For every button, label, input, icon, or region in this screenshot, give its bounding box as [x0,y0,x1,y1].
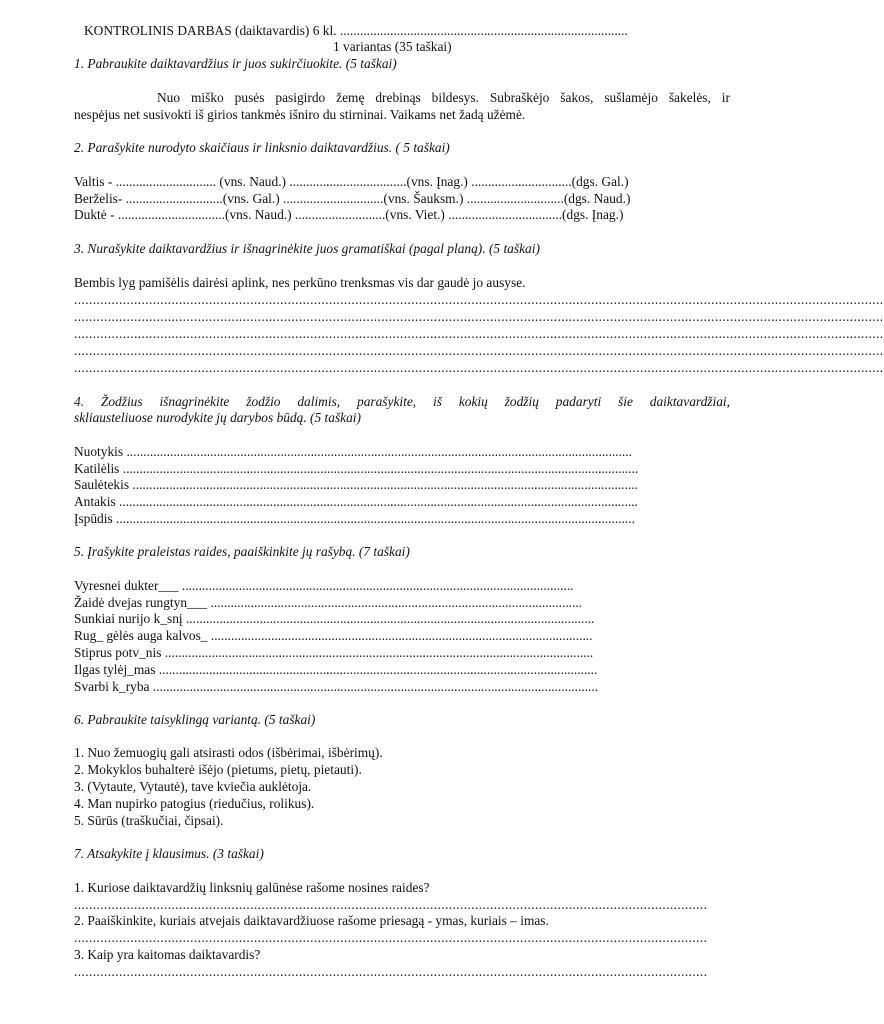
task4-item-sauletekis[interactable]: Saulėtekis ....................................................................................................................................................... [74,477,638,492]
task7-question-3: 3. Kaip yra kaitomas daiktavardis? [74,947,261,962]
task5-item[interactable]: Rug_ gėlės auga kalvos_ .................................................................................................................. [74,628,593,643]
task3-sentence: Bembis lyg pamišėlis dairėsi aplink, nes perkūno trenksmas vis dar gaudė jo ausyse. [74,275,526,290]
task5-item[interactable]: Sunkiai nurijo k_snį .......................................................................................................................... [74,611,595,626]
task1-heading: 1. Pabraukite daiktavardžius ir juos sukirčiuokite. (5 taškai) [74,56,397,71]
task6-option[interactable]: 2. Mokyklos buhalterė išėjo (pietums, pietų, pietauti). [74,762,362,777]
task3-answer-line[interactable]: ........................................................................................................................................................................................................................ [74,309,884,324]
task6-option[interactable]: 5. Sūrūs (traškučiai, čipsai). [74,813,224,828]
task3-answer-line[interactable]: ........................................................................................................................................................................................................................ [74,360,884,375]
task2-heading: 2. Parašykite nurodyto skaičiaus ir linksnio daiktavardžius. ( 5 taškai) [74,140,450,155]
task3-heading: 3. Nurašykite daiktavardžius ir išnagrinėkite juos gramatiškai (pagal planą). (5 taškai) [74,241,540,256]
task7-heading: 7. Atsakykite į klausimus. (3 taškai) [74,846,264,861]
task4-item-antakis[interactable]: Antakis ........................................................................................................................................................... [74,494,638,509]
task3-answer-line[interactable]: ........................................................................................................................................................................................................................ [74,326,884,341]
task4-heading-line1: 4. Žodžius išnagrinėkite žodžio dalimis, parašykite, iš kokių žodžių padaryti šie daiktavardžiai, [74,394,730,409]
task1-text-line2: nespėjus net susivokti iš girios tankmės išniro du stirninai. Vaikams net žadą užėmė. [74,107,526,122]
task7-answer-line-3[interactable]: ......................................................................................................................................................................... [74,964,708,979]
task4-item-nuotykis[interactable]: Nuotykis ....................................................................................................................................................... [74,444,632,459]
task7-question-2: 2. Paaiškinkite, kuriais atvejais daiktavardžiuose rašome priesagą - ymas, kuriais – imas. [74,913,549,928]
task3-answer-line[interactable]: ........................................................................................................................................................................................................................ [74,292,884,307]
task2-row-valtis[interactable]: Valtis - .............................. (vns. Naud.) ...................................(vns. Įnag.) ..............................(dgs. Gal.) [74,174,629,189]
task5-item[interactable]: Vyresnei dukter___ ..................................................................................................................... [74,578,574,593]
task5-item[interactable]: Svarbi k_ryba ..................................................................................................................................... [74,679,599,694]
task2-row-dukte[interactable]: Duktė - ................................(vns. Naud.) ...........................(vns. Viet.) ..................................(dgs. Įnag.) [74,207,624,222]
task4-item-katilelis[interactable]: Katilėlis .......................................................................................................................................................... [74,461,639,476]
variant-label: 1 variantas (35 taškai) [333,39,452,54]
task3-answer-line[interactable]: ........................................................................................................................................................................................................................ [74,343,884,358]
task7-answer-line-2[interactable]: ......................................................................................................................................................................... [74,930,708,945]
task5-item[interactable]: Stiprus potv_nis ................................................................................................................................ [74,645,594,660]
task6-option[interactable]: 3. (Vytaute, Vytautė), tave kviečia auklėtoja. [74,779,312,794]
task4-heading-line2: skliausteliuose nurodykite jų darybos būdą. (5 taškai) [74,410,361,425]
task4-item-ispudis[interactable]: Įspūdis ........................................................................................................................................................... [74,511,635,526]
task2-row-berzelis[interactable]: Berželis- .............................(vns. Gal.) ..............................(vns. Šauksm.) .............................(dgs. Naud.) [74,191,631,206]
worksheet-title: KONTROLINIS DARBAS (daiktavardis) 6 kl. ...................................................................................... [84,23,628,38]
task6-option[interactable]: 4. Man nupirko patogius (riedučius, rolikus). [74,796,315,811]
task5-item[interactable]: Ilgas tylėj_mas ................................................................................................................................... [74,662,598,677]
task6-heading: 6. Pabraukite taisyklingą variantą. (5 taškai) [74,712,316,727]
task7-answer-line-1[interactable]: ......................................................................................................................................................................... [74,897,708,912]
task7-question-1: 1. Kuriose daiktavardžių linksnių galūnėse rašome nosines raides? [74,880,430,895]
task5-item[interactable]: Žaidė dvejas rungtyn___ ............................................................................................................... [74,595,583,610]
task6-option[interactable]: 1. Nuo žemuogių gali atsirasti odos (išbėrimai, išbėrimų). [74,745,383,760]
task5-heading: 5. Įrašykite praleistas raides, paaiškinkite jų rašybą. (7 taškai) [74,544,410,559]
task1-text-line1: Nuo miško pusės pasigirdo žemę drebinąs bildesys. Subraškėjo šakos, sušlamėjo šakelės, ir [157,90,730,105]
